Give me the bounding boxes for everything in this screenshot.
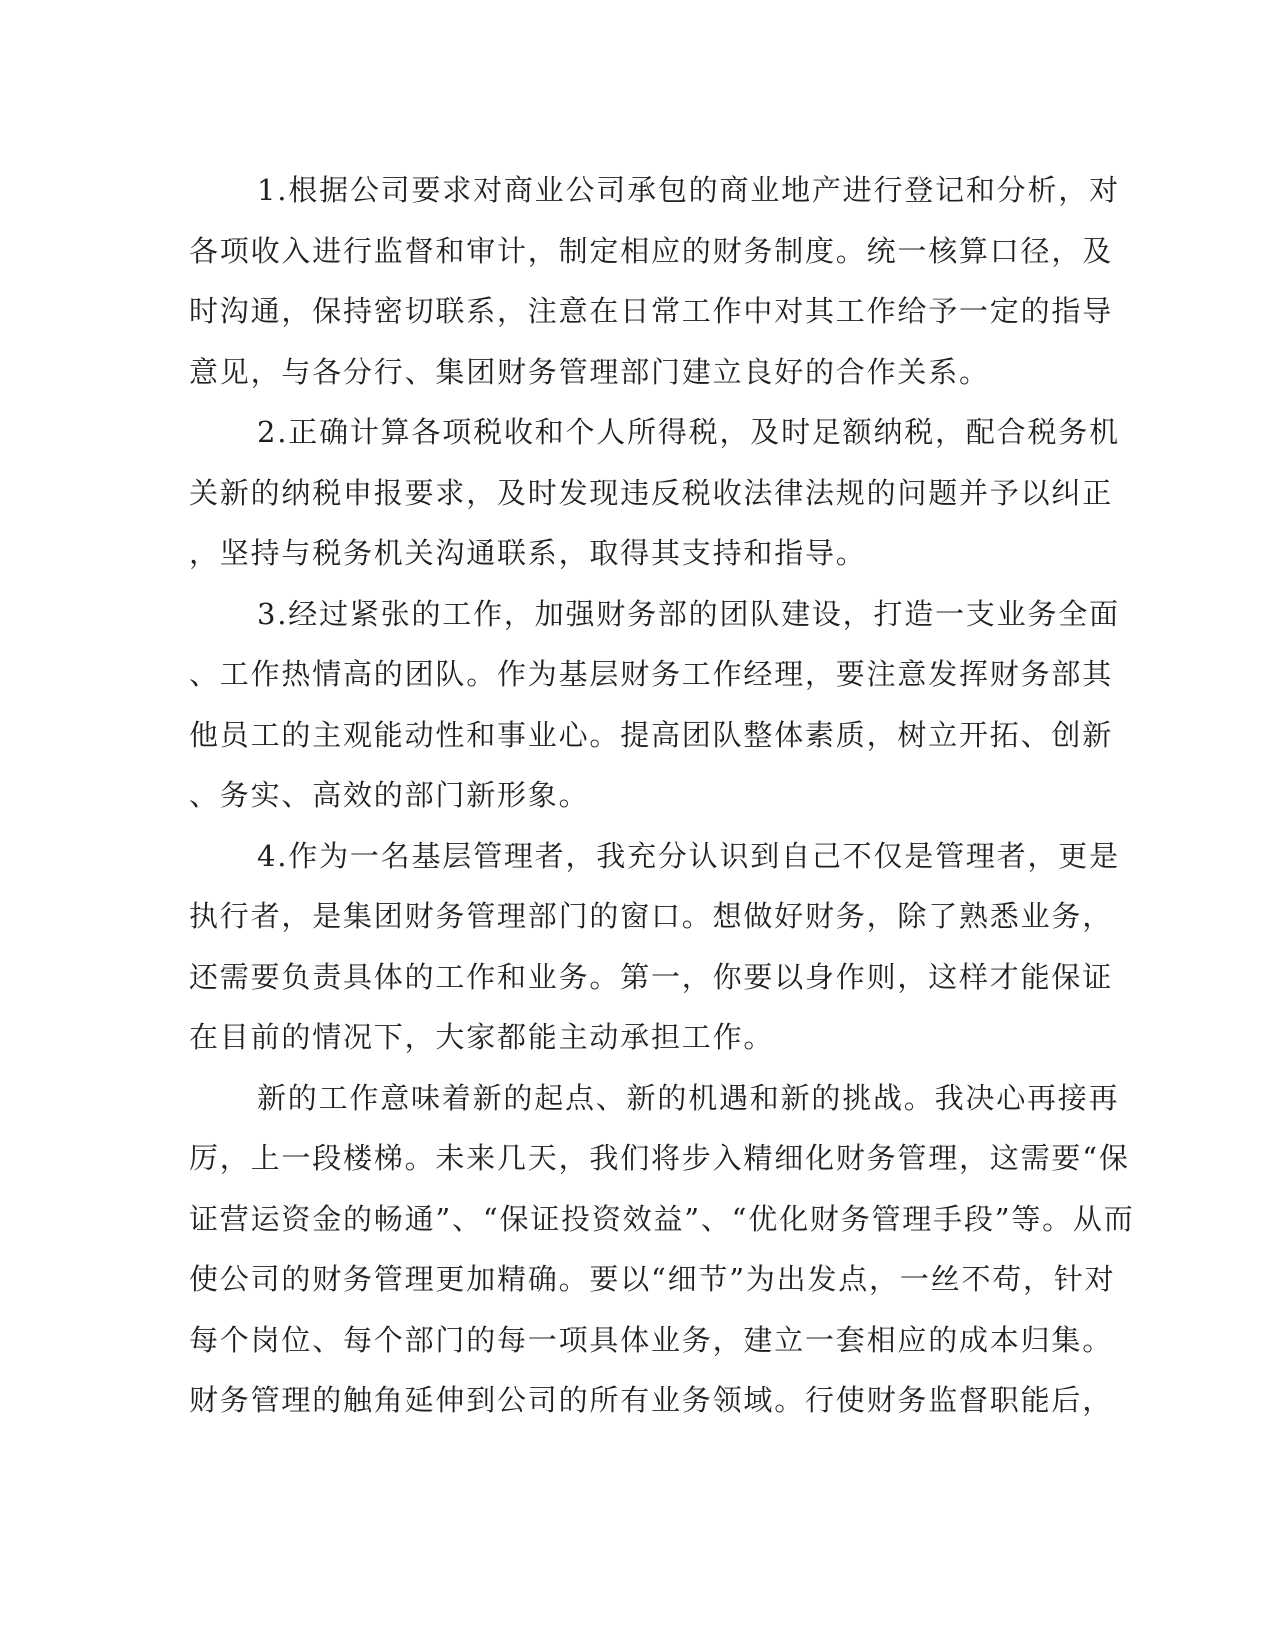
text-line: 各项收入进行监督和审计，制定相应的财务制度。统一核算口径，及 <box>189 233 1114 268</box>
document-body <box>189 160 1135 1431</box>
text-line: 新的工作意味着新的起点、新的机遇和新的挑战。我决心再接再 <box>257 1080 1120 1115</box>
text-line: 在目前的情况下，大家都能主动承担工作。 <box>189 1020 775 1054</box>
text-line: 他员工的主观能动性和事业心。提高团队整体素质，树立开拓、创新 <box>189 717 1114 752</box>
text-line: 3.经过紧张的工作，加强财务部的团队建设，打造一支业务全面 <box>257 596 1120 631</box>
text-line: 厉，上一段楼梯。未来几天，我们将步入精细化财务管理，这需要“保 <box>189 1141 1130 1175</box>
text-line: 意见，与各分行、集团财务管理部门建立良好的合作关系。 <box>189 354 990 389</box>
text-line: 、务实、高效的部门新形象。 <box>189 778 590 812</box>
text-line: 财务管理的触角延伸到公司的所有业务领域。行使财务监督职能后， <box>189 1383 1114 1417</box>
text-line: 1.根据公司要求对商业公司承包的商业地产进行登记和分析，对 <box>257 173 1120 207</box>
text-line: 还需要负责具体的工作和业务。第一，你要以身作则，这样才能保证 <box>189 959 1114 994</box>
text-line: 关新的纳税申报要求，及时发现违反税收法律法规的问题并予以纠正 <box>189 475 1114 510</box>
text-line: 使公司的财务管理更加精确。要以“细节”为出发点，一丝不苟，针对 <box>189 1262 1116 1296</box>
text-line: 时沟通，保持密切联系，注意在日常工作中对其工作给予一定的指导 <box>189 294 1114 328</box>
text-line: 执行者，是集团财务管理部门的窗口。想做好财务，除了熟悉业务， <box>189 899 1114 933</box>
text-line: ，坚持与税务机关沟通联系，取得其支持和指导。 <box>189 536 867 570</box>
text-line: 4.作为一名基层管理者，我充分认识到自己不仅是管理者，更是 <box>257 838 1120 873</box>
text-line: 2.正确计算各项税收和个人所得税，及时足额纳税，配合税务机 <box>257 415 1120 449</box>
text-line: 、工作热情高的团队。作为基层财务工作经理，要注意发挥财务部其 <box>189 657 1114 691</box>
text-line: 每个岗位、每个部门的每一项具体业务，建立一套相应的成本归集。 <box>189 1322 1114 1357</box>
text-line: 证营运资金的畅通”、“保证投资效益”、“优化财务管理手段”等。从而 <box>189 1201 1135 1236</box>
